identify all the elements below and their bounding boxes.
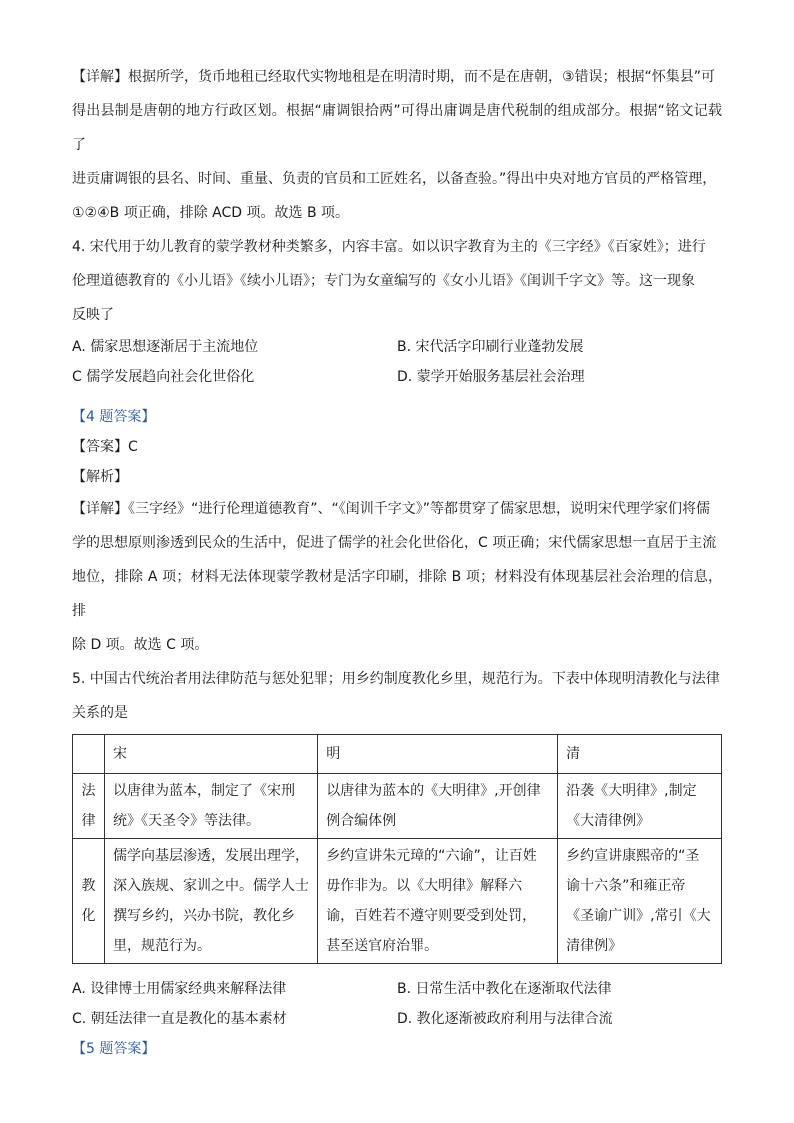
row-label: 教 化: [73, 839, 105, 964]
q4-detail-line: 【详解】《三字经》“进行伦理道德教育”、“《闺训千字文》”等都贯穿了儒家思想，说明宋代理学家们将儒: [72, 501, 711, 517]
q3-detail-line: 得出县制是唐朝的地方行政区划。根据“庸调银拾两”可得出庸调是唐代税制的组成部分。根据“铭文记载了: [72, 103, 722, 153]
q5-stem-line: 5. 中国古代统治者用法律防范与惩处犯罪；用乡约制度教化乡里，规范行为。下表中体现明清教化与法律: [72, 671, 720, 687]
table-header-cell: 清: [558, 735, 722, 774]
table-header-cell: 宋: [104, 735, 317, 774]
q4-option-d[interactable]: D. 蒙学开始服务基层社会治理: [397, 369, 585, 385]
q4-analysis-header: 【解析】: [72, 469, 128, 485]
table-cell: 以唐律为蓝本的《大明律》,开创律 例合编体例: [318, 774, 558, 839]
q4-option-b[interactable]: B. 宋代活字印刷行业蓬勃发展: [397, 339, 584, 355]
table-row: [73, 774, 722, 839]
table-header-row: [73, 735, 722, 774]
q4-stem-line: 反映了: [72, 307, 114, 323]
table-cell: 沿袭《大明律》,制定 《大清律例》: [558, 774, 722, 839]
q4-detail-line: 地位，排除 A 项；材料无法体现蒙学教材是活字印刷，排除 B 项；材料没有体现基层社会治理的信息，排: [72, 569, 722, 619]
q3-detail-line: 【详解】根据所学，货币地租已经取代实物地租是在明清时期，而不是在唐朝，③错误；根据“怀集县”可: [72, 69, 716, 85]
q5-answer-header: 【5 题答案】: [72, 1041, 156, 1057]
q5-option-b[interactable]: B. 日常生活中教化在逐渐取代法律: [397, 981, 612, 997]
q4-stem-line: 伦理道德教育的《小儿语》《续小儿语》；专门为女童编写的《女小儿语》《闺训千字文》等。这一现象: [72, 273, 695, 289]
q3-detail: [72, 60, 722, 230]
q4-option-c[interactable]: C 儒学发展趋向社会化世俗化: [72, 369, 255, 385]
q3-detail-line: ①②④B 项正确，排除 ACD 项。故选 B 项。: [72, 205, 349, 221]
q4-answer: 【答案】C: [72, 439, 138, 455]
row-label: 法 律: [73, 774, 105, 839]
q5-table: [72, 734, 722, 964]
table-header-cell: 明: [318, 735, 558, 774]
table-cell: 以唐律为蓝本，制定了《宋刑 统》《天圣令》等法律。: [104, 774, 317, 839]
q5-stem-line: 关系的是: [72, 705, 128, 721]
q4-option-a[interactable]: A. 儒家思想逐渐居于主流地位: [72, 339, 259, 355]
q5-option-a[interactable]: A. 设律博士用儒家经典来解释法律: [72, 981, 287, 997]
q4-detail-line: 学的思想原则渗透到民众的生活中，促进了儒学的社会化世俗化，C 项正确；宋代儒家思想一直居于主流: [72, 535, 717, 551]
table-header-cell: [73, 735, 105, 774]
q5-option-c[interactable]: C. 朝廷法律一直是教化的基本素材: [72, 1011, 287, 1027]
question-4: [72, 230, 722, 662]
document-page: [72, 60, 722, 1064]
q5-option-d[interactable]: D. 教化逐渐被政府利用与法律合流: [397, 1011, 613, 1027]
table-row: [73, 839, 722, 964]
q4-detail-line: 除 D 项。故选 C 项。: [72, 637, 209, 653]
table-cell: 乡约宣讲朱元璋的“六谕”，让百姓 毋作非为。以《大明律》解释六 谕，百姓若不遵守则要受到处罚， 甚至送官府治罪。: [318, 839, 558, 964]
q5-options: [72, 974, 722, 1034]
question-5: [72, 662, 722, 1064]
table-cell: 儒学向基层渗透，发展出理学， 深入族规、家训之中。儒学人士 撰写乡约，兴办书院，教化乡 里，规范行为。: [104, 839, 317, 964]
q3-detail-line: 进贡庸调银的县名、时间、重量、负责的官员和工匠姓名，以备查验。”得出中央对地方官员的严格管理，: [72, 171, 717, 187]
q4-options: [72, 332, 722, 392]
q4-stem-line: 4. 宋代用于幼儿教育的蒙学教材种类繁多，内容丰富。如以识字教育为主的《三字经》《百家姓》；进行: [72, 239, 706, 255]
q4-answer-header: 【4 题答案】: [72, 409, 156, 425]
table-cell: 乡约宣讲康熙帝的“圣 谕十六条”和雍正帝 《圣谕广训》,常引《大 清律例》: [558, 839, 722, 964]
